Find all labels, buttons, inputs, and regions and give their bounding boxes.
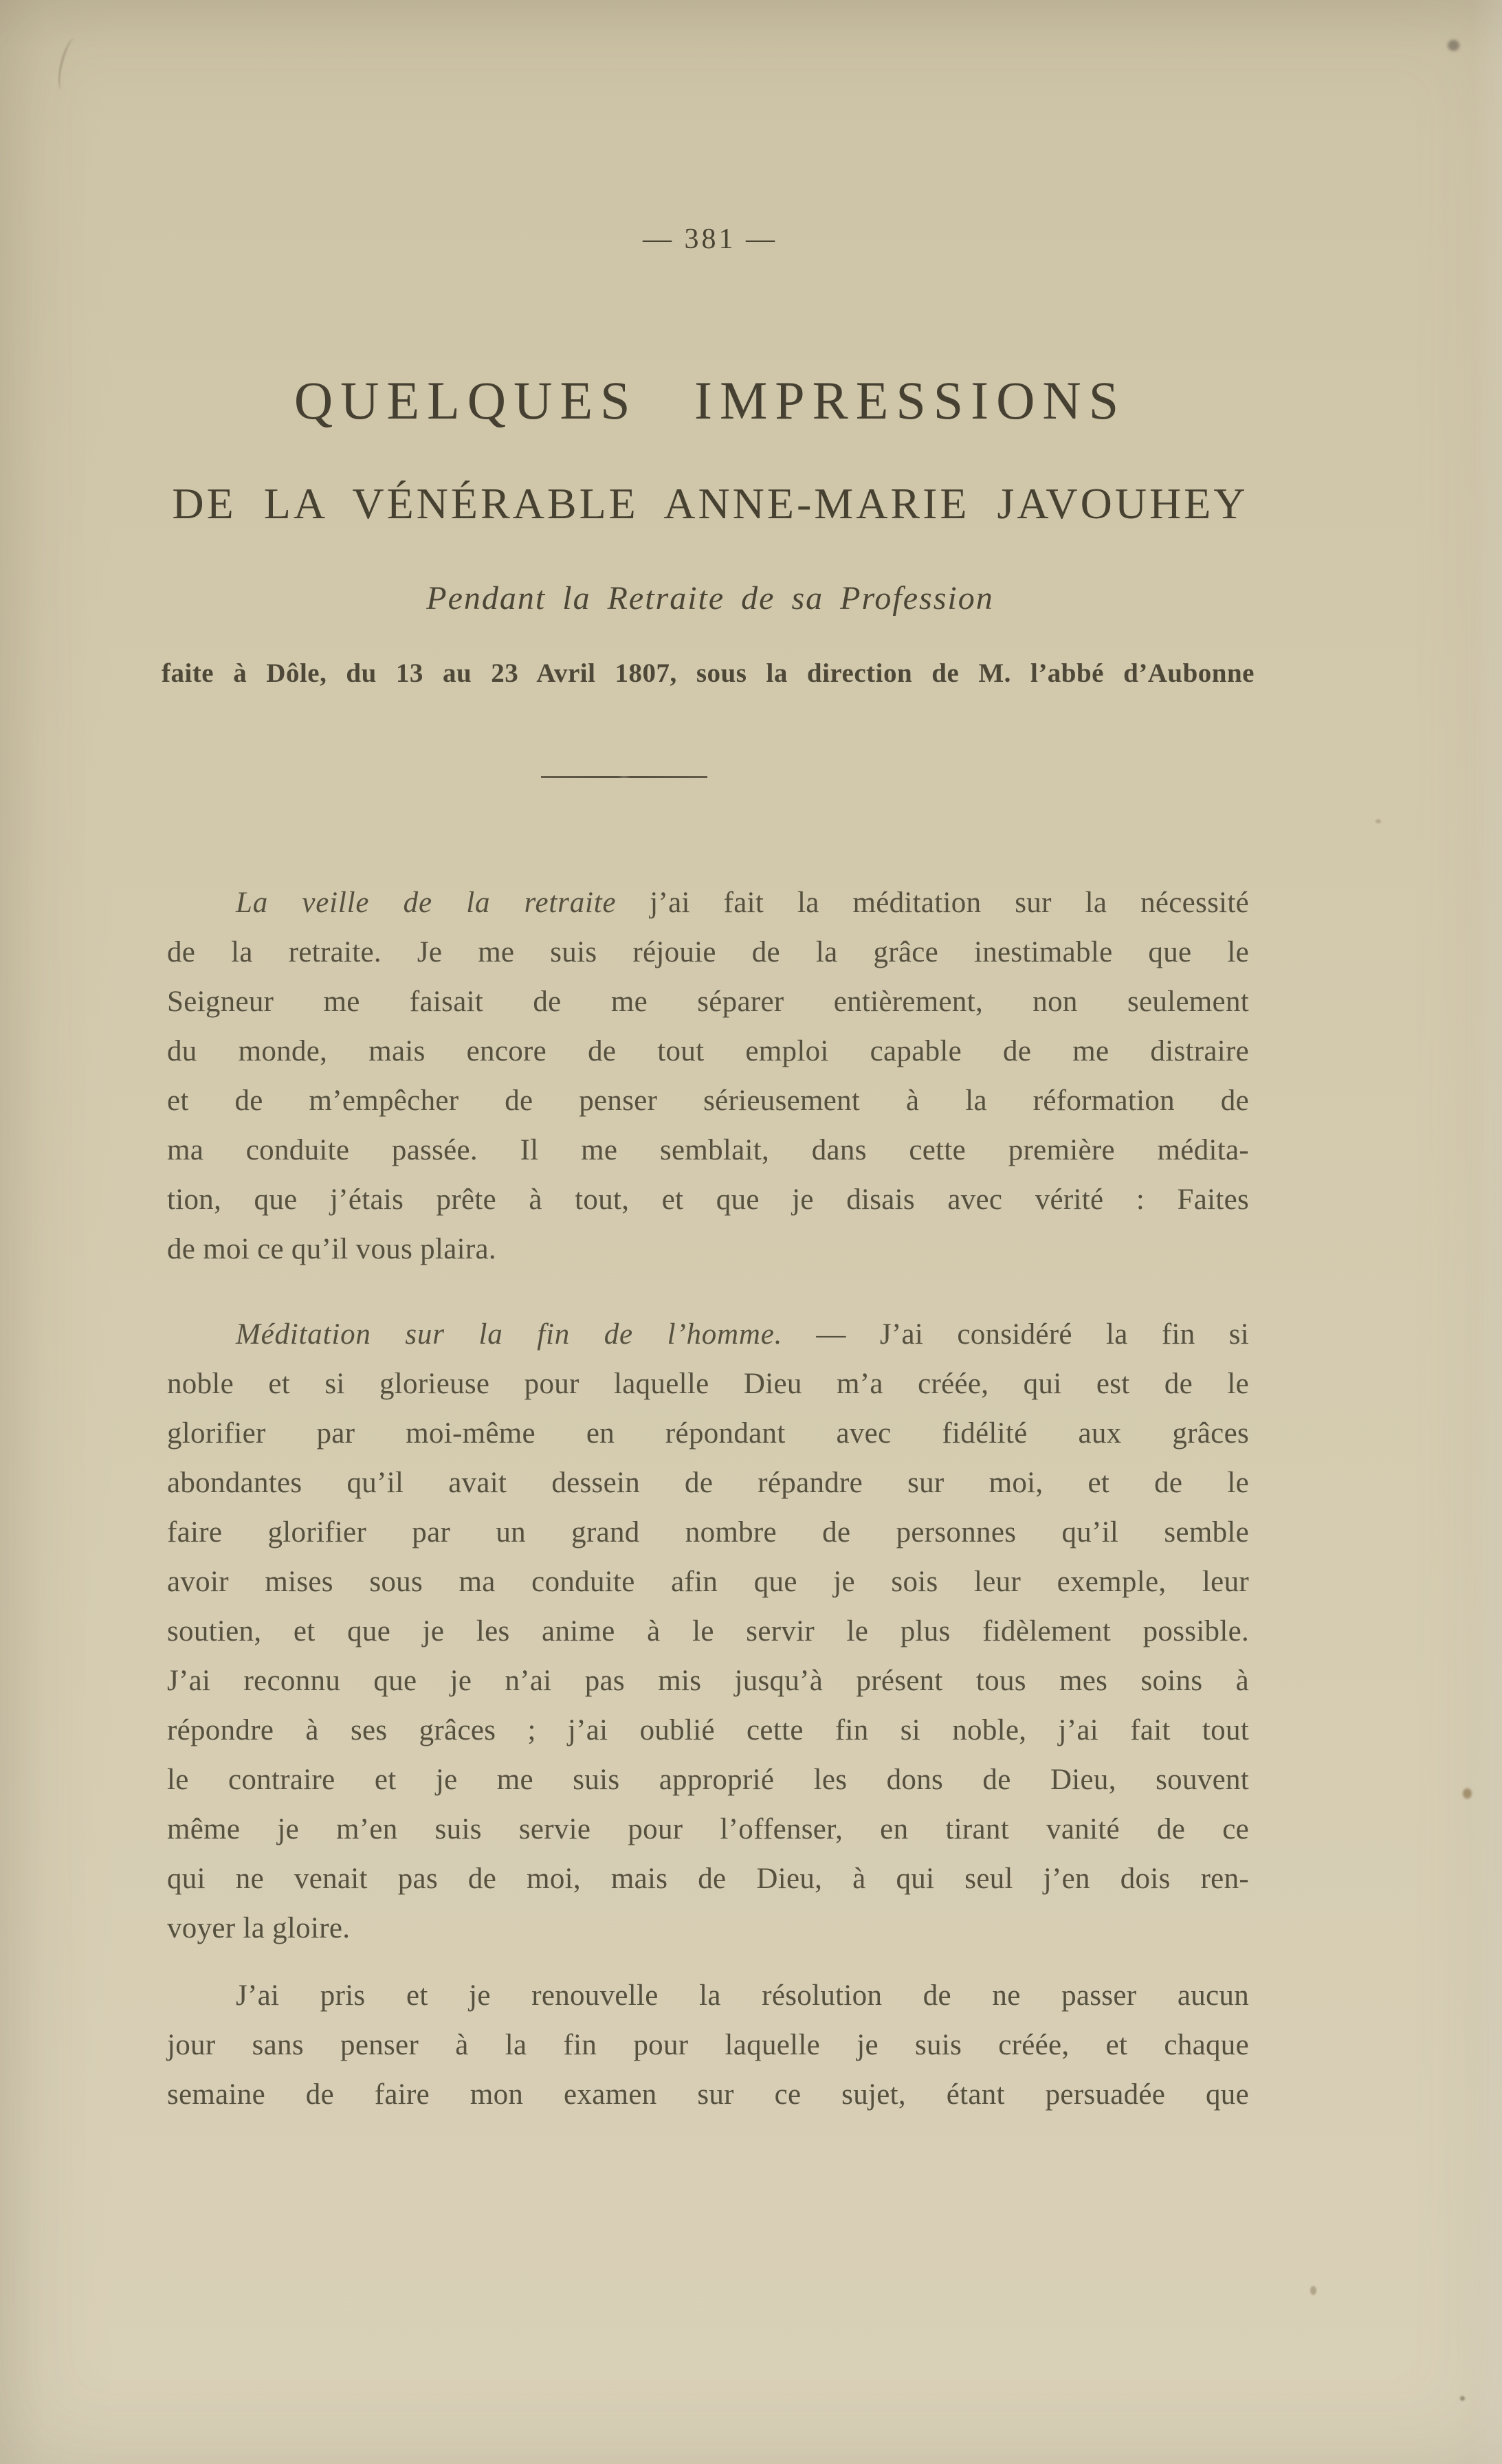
regular-text: ma conduite passée. Il me semblait, dans cette première médita- (167, 1134, 1249, 1166)
regular-text: faire glorifier par un grand nombre de personnes qu’il semble (167, 1516, 1249, 1549)
text-line (167, 1027, 1249, 1076)
text-line (167, 1656, 1249, 1706)
paper-crease-mark (54, 37, 85, 92)
regular-text: abondantes qu’il avait dessein de répandre sur moi, et de le (167, 1467, 1249, 1499)
page-title: QUELQUES IMPRESSIONS (294, 370, 1127, 430)
regular-text: j’ai fait la méditation sur la nécessité (616, 887, 1249, 919)
text-line (167, 1409, 1249, 1458)
regular-text: et de m’empêcher de penser sérieusement à la réformation de (167, 1085, 1249, 1117)
text-line (167, 928, 1249, 977)
page-number: — 381 — (643, 223, 777, 255)
paper-speck (1376, 819, 1381, 823)
regular-text: de moi ce qu’il vous plaira. (167, 1233, 496, 1265)
paper-speck (1310, 2286, 1316, 2295)
regular-text: tion, que j’étais prête à tout, et que je disais avec vérité : Faites (167, 1184, 1249, 1216)
text-line (167, 1706, 1249, 1755)
page-title-line2: DE LA VÉNÉRABLE ANNE-MARIE JAVOUHEY (172, 479, 1248, 528)
text-line (167, 1508, 1249, 1557)
text-line (167, 1310, 1249, 1359)
regular-text: de la retraite. Je me suis réjouie de la grâce inestimable que le (167, 936, 1249, 968)
regular-text: glorifier par moi-même en répondant avec fidélité aux grâces (167, 1417, 1249, 1450)
paragraph (167, 878, 1249, 1274)
text-line (167, 1904, 1249, 1953)
text-line (167, 2021, 1249, 2070)
text-line (167, 1854, 1249, 1904)
regular-text: même je m’en suis servie pour l’offenser, en tirant vanité de ce (167, 1813, 1249, 1845)
text-line (167, 2070, 1249, 2120)
regular-text: jour sans penser à la fin pour laquelle je suis créée, et chaque (167, 2029, 1249, 2061)
paragraph (167, 1310, 1249, 1953)
text-line (167, 878, 1249, 928)
italic-text: Méditation sur la fin de l’homme. (236, 1318, 783, 1351)
regular-text: qui ne venait pas de moi, mais de Dieu, à qui seul j’en dois ren- (167, 1863, 1249, 1895)
regular-text: le contraire et je me suis approprié les dons de Dieu, souvent (167, 1764, 1249, 1796)
subtitle-note: faite à Dôle, du 13 au 23 Avril 1807, sous la direction de M. l’abbé d’Aubonne (162, 658, 1255, 688)
text-line (167, 1805, 1249, 1854)
text-line (167, 1458, 1249, 1508)
paper-speck (1448, 40, 1459, 51)
text-line (167, 1557, 1249, 1607)
body-text (167, 878, 1249, 2120)
subtitle-italic: Pendant la Retraite de sa Profession (426, 580, 994, 617)
paper-speck (1460, 2396, 1465, 2401)
text-line (167, 1076, 1249, 1126)
regular-text: semaine de faire mon examen sur ce sujet, étant persuadée que (167, 2078, 1249, 2111)
text-line (167, 977, 1249, 1027)
regular-text: avoir mises sous ma conduite afin que je sois leur exemple, leur (167, 1566, 1249, 1598)
paragraph (167, 1971, 1249, 2120)
regular-text: répondre à ses grâces ; j’ai oublié cette fin si noble, j’ai fait tout (167, 1714, 1249, 1746)
regular-text: Seigneur me faisait de me séparer entièrement, non seulement (167, 986, 1249, 1018)
text-line (167, 1971, 1249, 2021)
regular-text: J’ai reconnu que je n’ai pas mis jusqu’à présent tous mes soins à (167, 1665, 1249, 1697)
regular-text: noble et si glorieuse pour laquelle Dieu m’a créée, qui est de le (167, 1368, 1249, 1400)
regular-text: voyer la gloire. (167, 1912, 351, 1944)
regular-text: du monde, mais encore de tout emploi capable de me distraire (167, 1035, 1249, 1067)
text-line (167, 1175, 1249, 1225)
regular-text: soutien, et que je les anime à le servir le plus fidèlement possible. (167, 1615, 1249, 1647)
italic-text: La veille de la retraite (236, 887, 617, 919)
separator-rule (541, 776, 707, 778)
text-line (167, 1607, 1249, 1656)
text-line (167, 1359, 1249, 1409)
text-line (167, 1755, 1249, 1805)
text-line (167, 1225, 1249, 1274)
regular-text: — J’ai considéré la fin si (782, 1318, 1249, 1351)
paper-speck (1463, 1788, 1472, 1799)
text-line (167, 1126, 1249, 1175)
regular-text: J’ai pris et je renouvelle la résolution de ne passer aucun (236, 1979, 1249, 2012)
